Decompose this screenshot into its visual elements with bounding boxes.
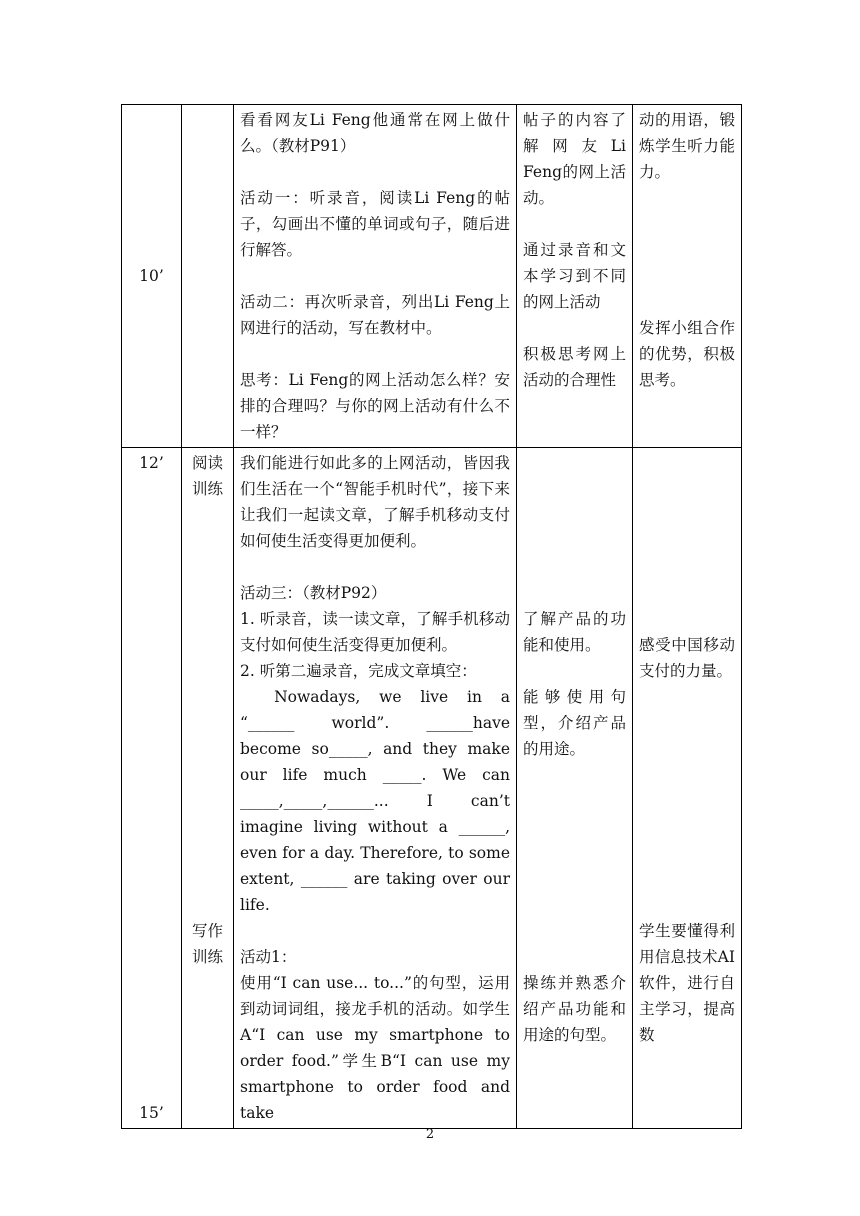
category-label: 阅读训练 (191, 454, 223, 498)
note-text: 动的用语，锻炼学生听力能力。 (639, 111, 735, 181)
note-text: 学生要懂得利用信息技术AI软件，进行自主学习，提高数 (639, 922, 735, 1044)
purpose-cell (517, 105, 633, 448)
category-cell (182, 448, 234, 1129)
table-row (122, 448, 742, 1129)
process-paragraph: 看看网友Li Feng他通常在网上做什么。（教材P91） (240, 111, 510, 155)
purpose-text: 能够使用句型，介绍产品的用途。 (523, 688, 626, 758)
process-paragraph: 活动一：听录音，阅读Li Feng的帖子，勾画出不懂的单词或句子，随后进行解答。 (240, 189, 510, 259)
category-cell (182, 105, 234, 448)
process-paragraph: 活动二：再次听录音，列出Li Feng上网进行的活动，写在教材中。 (240, 293, 510, 337)
purpose-text: 积极思考网上活动的合理性 (523, 345, 626, 389)
time-label: 10’ (139, 267, 164, 285)
note-text: 发挥小组合作的优势，积极思考。 (639, 319, 735, 389)
activity-step: 1. 听录音，读一读文章，了解手机移动支付如何使生活变得更加便利。 (240, 610, 510, 654)
time-cell (122, 448, 182, 1129)
activity-body: 使用“I can use... to...”的句型，运用到动词词组，接龙手机的活动。如学生A“I can use my smartphone to order food.”学生B“I can use my smartphone to order food and take (240, 974, 510, 1122)
cloze-passage: Nowadays, we live in a “______ world”. ______have become so_____, and they make our life much _____. We can _____,_____,______... I can’t imagine living without a ______, even for a day. Therefore, to some extent, ______ are taking over our life. (240, 688, 510, 914)
time-label: 15’ (139, 1104, 164, 1122)
purpose-text: 了解产品的功能和使用。 (523, 610, 626, 654)
table-row (122, 105, 742, 448)
time-label: 12’ (139, 454, 164, 472)
note-cell (633, 105, 742, 448)
activity-title: 活动三：（教材P92） (240, 584, 387, 602)
note-text: 感受中国移动支付的力量。 (639, 636, 735, 680)
purpose-text: 帖子的内容了解网友Li Feng的网上活动。 (523, 111, 626, 207)
process-cell (234, 105, 517, 448)
purpose-text: 通过录音和文本学习到不同的网上活动 (523, 241, 626, 311)
process-cell (234, 448, 517, 1129)
intro-paragraph: 我们能进行如此多的上网活动，皆因我们生活在一个“智能手机时代”，接下来让我们一起读文章，了解手机移动支付如何使生活变得更加便利。 (240, 454, 510, 550)
note-cell (633, 448, 742, 1129)
process-paragraph: 思考：Li Feng的网上活动怎么样？安排的合理吗？与你的网上活动有什么不一样？ (240, 371, 510, 441)
purpose-text: 操练并熟悉介绍产品功能和用途的句型。 (523, 974, 626, 1044)
time-cell (122, 105, 182, 448)
purpose-cell (517, 448, 633, 1129)
activity-step: 2. 听第二遍录音，完成文章填空： (240, 662, 477, 680)
lesson-plan-table (121, 104, 742, 1129)
category-label: 写作训练 (191, 922, 223, 966)
page-number: 2 (425, 1127, 435, 1142)
activity-title: 活动1： (240, 948, 297, 966)
